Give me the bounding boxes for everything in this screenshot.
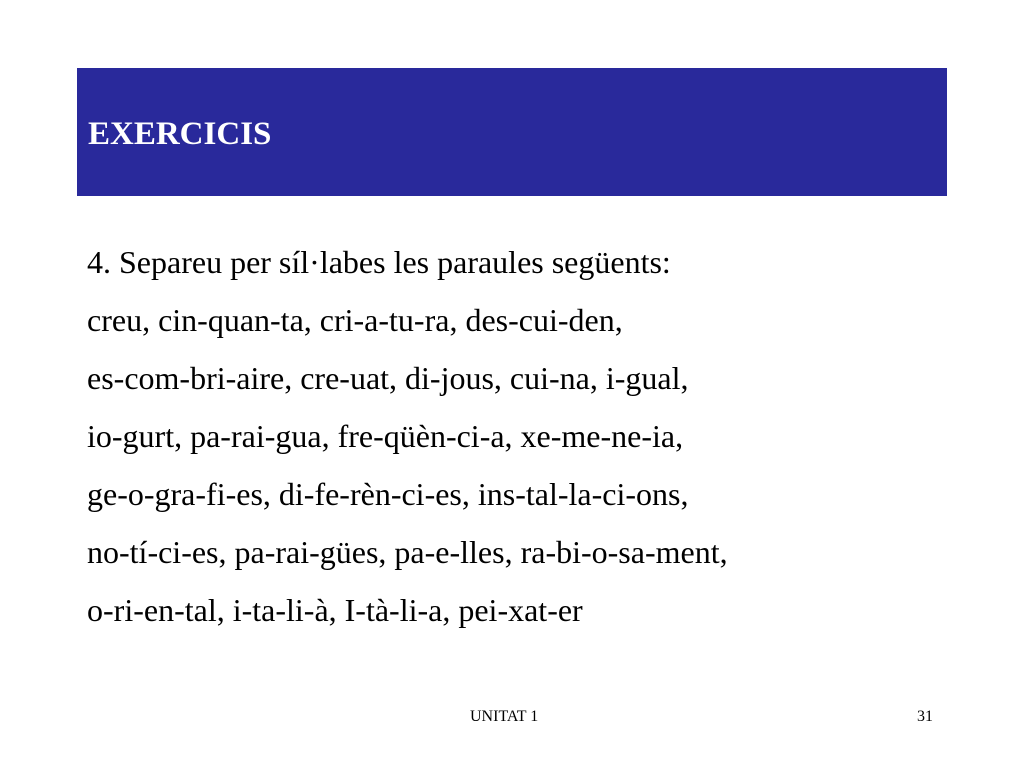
slide-body [87, 233, 967, 639]
syllable-line-1: creu, cin-quan-ta, cri-a-tu-ra, des-cui-den, [87, 302, 623, 338]
footer-unit-label: UNITAT 1 [470, 708, 539, 725]
exercise-instruction: 4. Separeu per síl·labes les paraules següents: [87, 244, 671, 280]
syllable-line-2: es-com-bri-aire, cre-uat, di-jous, cui-na, i-gual, [87, 360, 689, 396]
slide-title: EXERCICIS [88, 116, 272, 152]
syllable-line-4: ge-o-gra-fi-es, di-fe-rèn-ci-es, ins-tal-la-ci-ons, [87, 476, 689, 512]
syllable-line-5: no-tí-ci-es, pa-rai-gües, pa-e-lles, ra-bi-o-sa-ment, [87, 534, 728, 570]
syllable-line-6: o-ri-en-tal, i-ta-li-à, I-tà-li-a, pei-xat-er [87, 592, 583, 628]
title-bar [77, 68, 947, 196]
syllable-line-3: io-gurt, pa-rai-gua, fre-qüèn-ci-a, xe-me-ne-ia, [87, 418, 684, 454]
footer-page-number: 31 [917, 708, 933, 725]
